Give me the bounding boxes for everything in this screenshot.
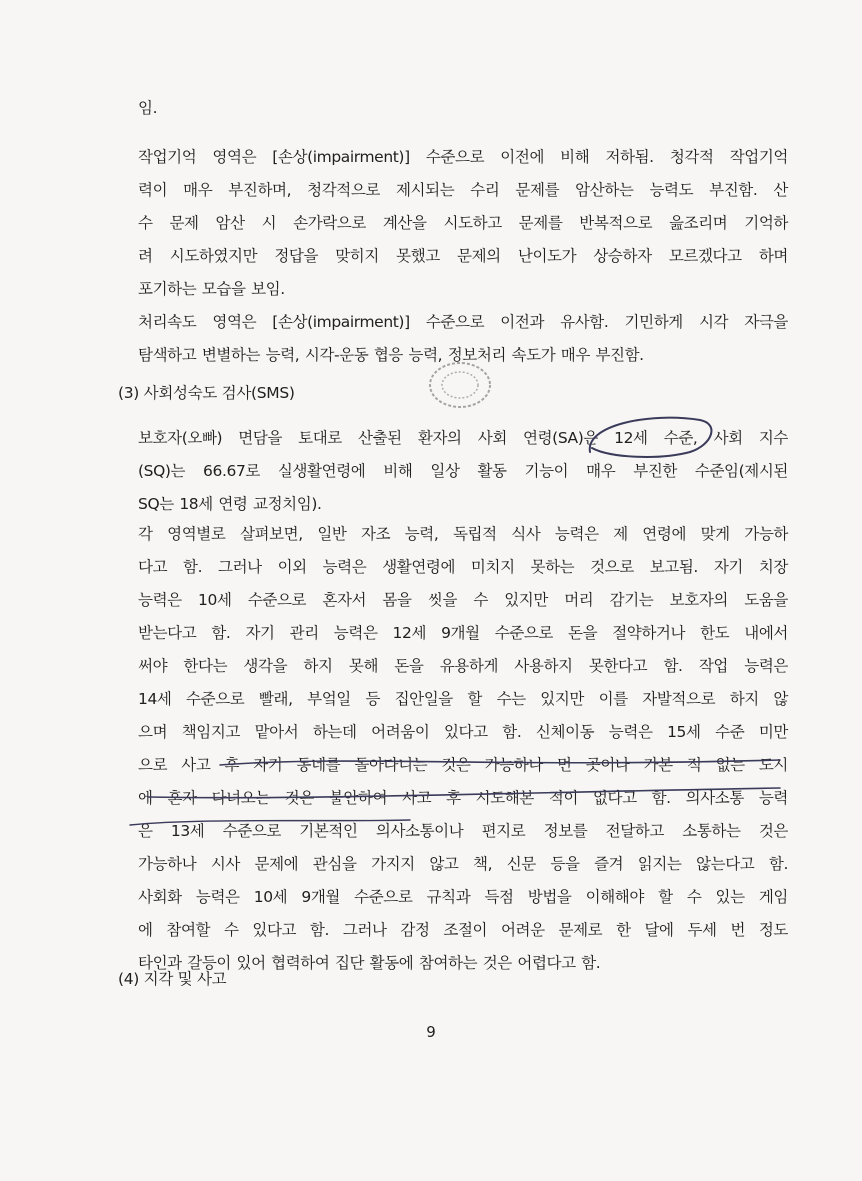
text-line: 에 혼자 다녀오는 것은 불안하여 사고 후 시도해본 적이 없다고 함. 의사소통 능력 [138,789,788,807]
text-line: 은 13세 수준으로 기본적인 의사소통이나 편지로 정보를 전달하고 소통하는 것은 [138,822,788,840]
text-line: 14세 수준으로 빨래, 부엌일 등 집안일을 할 수는 있지만 이를 자발적으로 하지 않 [138,690,788,708]
text-line: 사회화 능력은 10세 9개월 수준으로 규칙과 득점 방법을 이해해야 할 수 있는 게임 [138,888,788,906]
text-line: 가능하나 시사 문제에 관심을 가지지 않고 책, 신문 등을 즐겨 읽지는 않는다고 함. [138,855,788,873]
text-line: 탐색하고 변별하는 능력, 시각-운동 협응 능력, 정보처리 속도가 매우 부진함. [138,346,644,364]
section-heading-sms: (3) 사회성숙도 검사(SMS) [118,384,295,402]
paragraph-social-age [138,422,788,521]
text-line: 보호자(오빠) 면담을 토대로 산출된 환자의 사회 연령(SA)은 12세 수준, 사회 지수 [138,429,788,447]
text-line: 으로 사고 후 자기 동네를 돌아다니는 것은 가능하나 먼 곳이나 가본 적 없는 도시 [138,756,788,774]
text-line: 려 시도하였지만 정답을 맞히지 못했고 문제의 난이도가 상승하자 모르겠다고 하며 [138,247,788,265]
text-line: 작업기억 영역은 [손상(impairment)] 수준으로 이전에 비해 저하됨. 청각적 작업기억 [138,148,788,166]
page-number: 9 [426,1023,436,1041]
text-line: 임. [138,99,158,117]
text-line: 써야 한다는 생각을 하지 못해 돈을 유용하게 사용하지 못한다고 함. 작업 능력은 [138,657,788,675]
text-line: 각 영역별로 살펴보면, 일반 자조 능력, 독립적 식사 능력은 제 연령에 맞게 가능하 [138,525,788,543]
text-line: 으며 책임지고 맡아서 하는데 어려움이 있다고 함. 신체이동 능력은 15세 수준 미만 [138,723,788,741]
text-line: 에 참여할 수 있다고 함. 그러나 감정 조절이 어려운 문제로 한 달에 두세 번 정도 [138,921,788,939]
text-line: 받는다고 함. 자기 관리 능력은 12세 9개월 수준으로 돈을 절약하거나 한도 내에서 [138,624,788,642]
paragraph-working-memory [138,141,788,306]
text-line: 수 문제 암산 시 손가락으로 계산을 시도하고 문제를 반복적으로 읊조리며 기억하 [138,214,788,232]
paragraph-continuation [138,92,788,125]
text-line: 처리속도 영역은 [손상(impairment)] 수준으로 이전과 유사함. 기민하게 시각 자극을 [138,313,788,331]
text-line: 타인과 갈등이 있어 협력하여 집단 활동에 참여하는 것은 어렵다고 함. [138,954,601,972]
seal-stamp-icon [420,355,500,415]
text-line: 력이 매우 부진하며, 청각적으로 제시되는 수리 문제를 암산하는 능력도 부진함. 산 [138,181,788,199]
text-line: 능력은 10세 수준으로 혼자서 몸을 씻을 수 있지만 머리 감기는 보호자의 도움을 [138,591,788,609]
text-line: 포기하는 모습을 보임. [138,280,285,298]
paragraph-domain-details [138,518,788,980]
section-heading-perception: (4) 지각 및 사고 [118,970,227,988]
text-line: (SQ)는 66.67로 실생활연령에 비해 일상 활동 기능이 매우 부진한 수준임(제시된 [138,462,788,480]
text-line: SQ는 18세 연령 교정치임). [138,495,322,513]
text-line: 다고 함. 그러나 이외 능력은 생활연령에 미치지 못하는 것으로 보고됨. 자기 치장 [138,558,788,576]
